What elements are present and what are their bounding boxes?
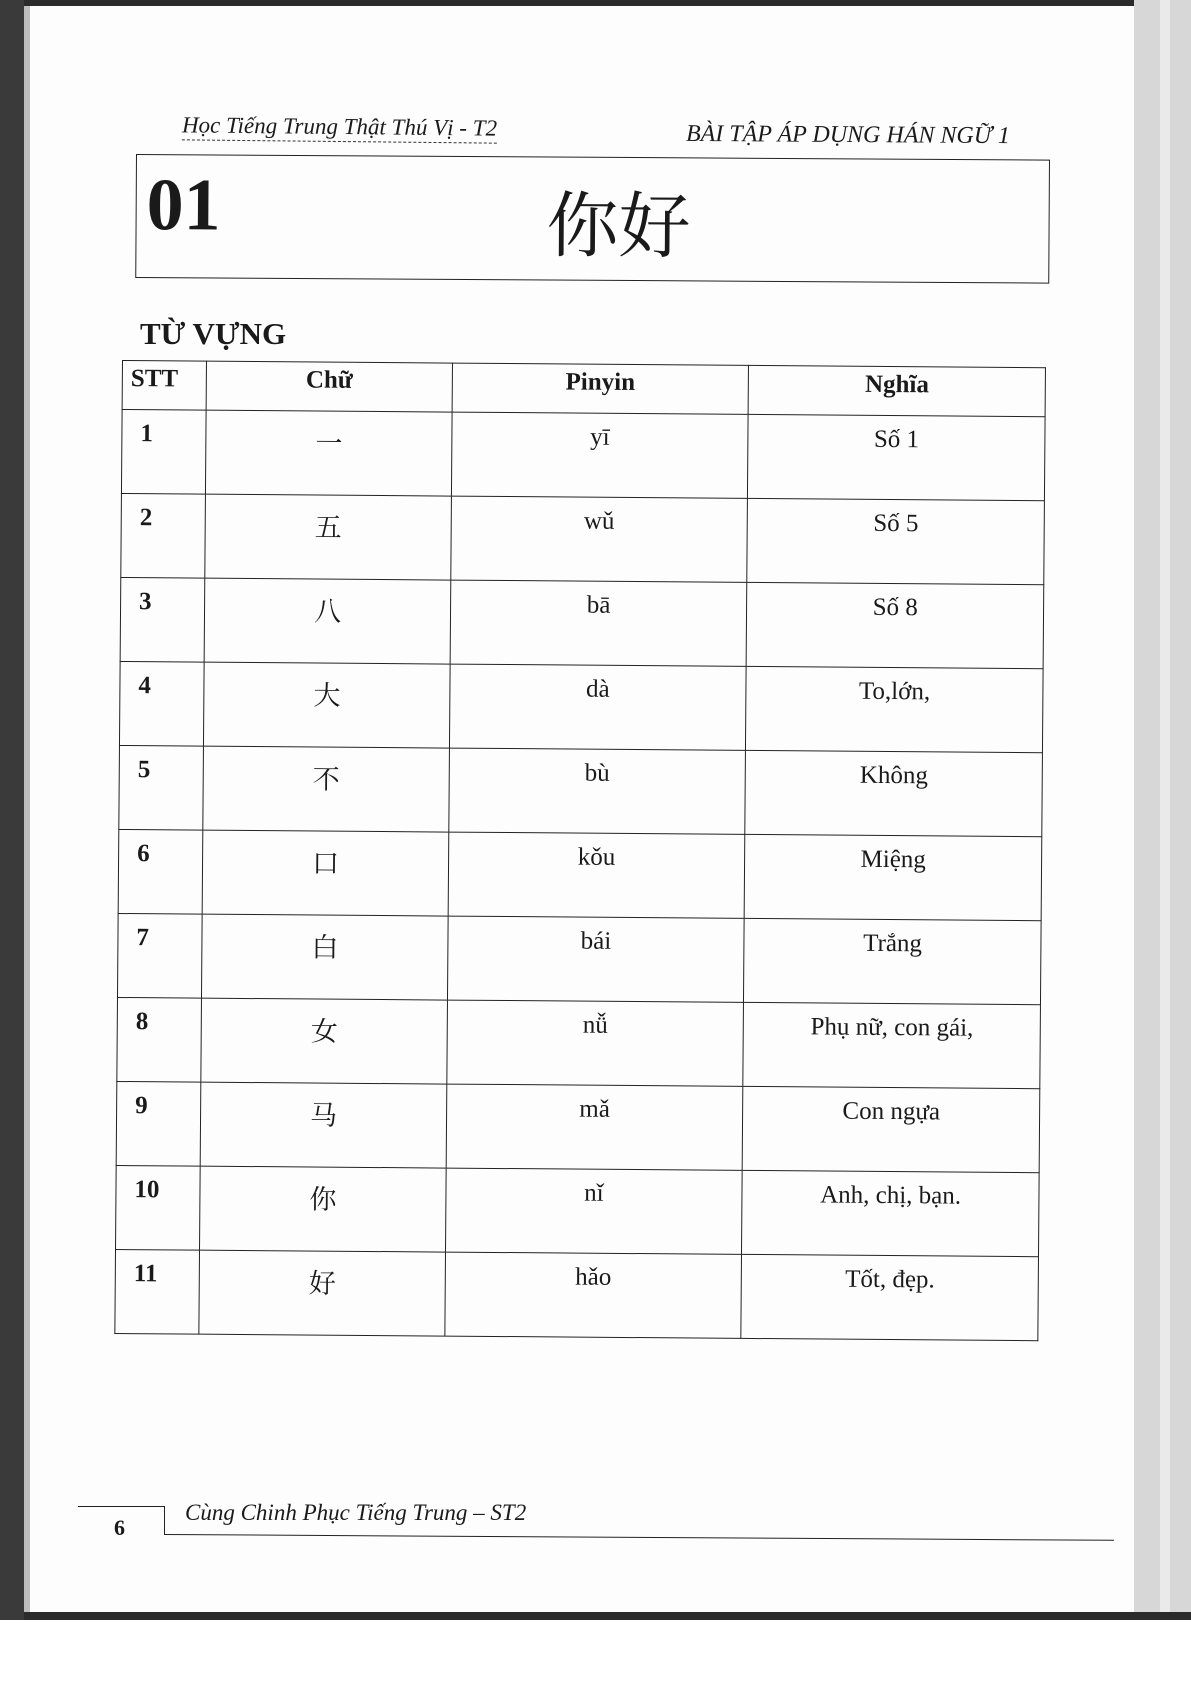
cell-pinyin: bái (447, 916, 744, 1002)
scan-right-edge-highlight (1160, 0, 1170, 1620)
cell-stt: 1 (121, 410, 206, 495)
cell-stt: 11 (115, 1249, 200, 1334)
cell-character: 白 (202, 914, 448, 1000)
footer-rule (164, 1534, 1114, 1541)
table-row (117, 913, 1041, 1004)
cell-pinyin: mǎ (446, 1084, 743, 1170)
cell-meaning: Anh, chị, bạn. (742, 1170, 1039, 1256)
cell-character: 马 (201, 1082, 447, 1168)
cell-pinyin: wǔ (450, 496, 747, 582)
cell-meaning: Tốt, đẹp. (741, 1254, 1038, 1340)
table-row (121, 493, 1045, 584)
lesson-title: 你好 (546, 183, 691, 269)
cell-character: 不 (203, 746, 449, 832)
footer-series-title: Cùng Chinh Phục Tiếng Trung – ST2 (185, 1500, 527, 1525)
header-section-title: BÀI TẬP ÁP DỤNG HÁN NGỮ 1 (685, 120, 1010, 150)
cell-pinyin: dà (449, 664, 746, 750)
cell-pinyin: bā (450, 580, 747, 666)
vocabulary-table (114, 360, 1046, 1341)
column-header-character: Chữ (207, 361, 453, 412)
table-header-row (122, 361, 1045, 417)
book-page (30, 6, 1134, 1612)
cell-stt: 4 (119, 661, 204, 746)
cell-stt: 10 (116, 1165, 201, 1250)
cell-character: 女 (201, 998, 447, 1084)
cell-stt: 8 (117, 997, 202, 1082)
cell-stt: 2 (121, 493, 206, 578)
table-row (120, 577, 1044, 668)
scan-binding-edge (0, 0, 24, 1685)
cell-pinyin: yī (451, 412, 748, 498)
table-row (118, 829, 1042, 920)
cell-stt: 6 (118, 829, 203, 914)
cell-character: 八 (205, 578, 451, 664)
cell-pinyin: kǒu (448, 832, 745, 918)
cell-pinyin: nǐ (445, 1168, 742, 1254)
cell-meaning: Số 8 (746, 582, 1043, 668)
table-row (121, 410, 1045, 501)
scan-bottom-edge (24, 1612, 1191, 1620)
cell-pinyin: hǎo (445, 1252, 742, 1338)
cell-character: 大 (204, 662, 450, 748)
cell-pinyin: nǚ (446, 1000, 743, 1086)
table-row (117, 997, 1041, 1088)
page-number: 6 (114, 1515, 125, 1540)
column-header-pinyin: Pinyin (452, 363, 749, 414)
cell-meaning: Miệng (744, 834, 1041, 920)
cell-meaning: Không (745, 750, 1042, 836)
table-row (116, 1165, 1040, 1256)
cell-meaning: Số 5 (747, 498, 1044, 584)
table-row (115, 1249, 1039, 1340)
cell-stt: 7 (117, 913, 202, 998)
cell-stt: 3 (120, 577, 205, 662)
cell-character: 五 (205, 494, 451, 580)
cell-meaning: Phụ nữ, con gái, (743, 1002, 1040, 1088)
cell-meaning: Số 1 (748, 414, 1045, 500)
cell-meaning: To,lớn, (746, 666, 1043, 752)
column-header-meaning: Nghĩa (748, 365, 1045, 416)
cell-pinyin: bù (448, 748, 745, 834)
vocabulary-heading: TỪ VỰNG (140, 316, 287, 351)
cell-character: 一 (206, 410, 452, 496)
scan-bottom-margin (0, 1620, 1191, 1685)
table-row (119, 661, 1043, 752)
cell-meaning: Con ngựa (742, 1086, 1039, 1172)
cell-stt: 9 (116, 1081, 201, 1166)
header-book-title: Học Tiếng Trung Thật Thú Vị - T2 (182, 112, 497, 143)
cell-character: 口 (203, 830, 449, 916)
cell-character: 好 (199, 1250, 445, 1336)
lesson-title-box (135, 154, 1050, 284)
lesson-number: 01 (146, 164, 221, 247)
table-row (116, 1081, 1040, 1172)
cell-meaning: Trắng (744, 918, 1041, 1004)
column-header-stt: STT (122, 361, 207, 411)
cell-character: 你 (200, 1166, 446, 1252)
cell-stt: 5 (119, 745, 204, 830)
table-row (119, 745, 1043, 836)
